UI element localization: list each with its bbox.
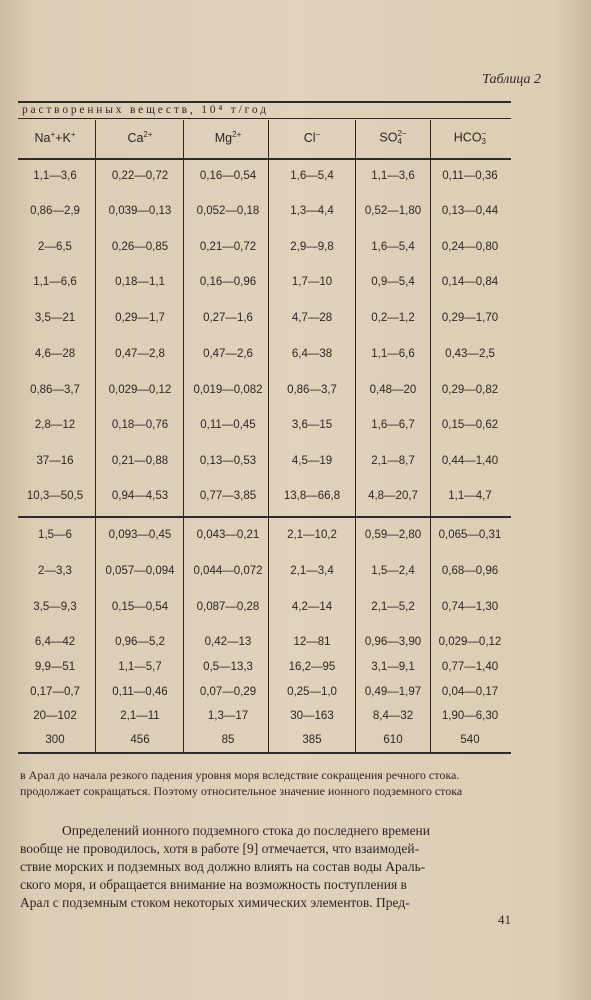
table-cell: 0,29—1,7: [115, 312, 165, 324]
table-cell: 0,86—3,7: [287, 384, 337, 396]
table-cell: 0,96—5,2: [115, 636, 165, 648]
body-paragraph: [20, 822, 525, 912]
column-header: Cl−: [303, 130, 321, 146]
table-cell: 2—3,3: [38, 565, 72, 577]
table-cell: 1,90—6,30: [441, 710, 499, 722]
table-header-rule: [18, 118, 511, 119]
table-cell: 2—6,5: [38, 241, 72, 253]
table-cell: 0,11—0,36: [442, 170, 498, 182]
table-cell: 0,47—2,6: [203, 348, 253, 360]
table-cell: 1,1—5,7: [118, 661, 162, 673]
table-cell: 1,1—3,6: [33, 170, 77, 182]
table-cell: 0,43—2,5: [445, 348, 495, 360]
table-cell: 0,16—0,96: [199, 276, 257, 288]
table-cell: 2,9—9,8: [290, 241, 334, 253]
table-cell: 1,7—10: [291, 276, 333, 288]
table-cell: 1,1—6,6: [371, 348, 415, 360]
table-cell: 0,29—0,82: [441, 384, 499, 396]
table-cell: 0,065—0,31: [438, 529, 502, 541]
table-cell: 1,6—6,7: [371, 419, 415, 431]
column-header: SO 2− 4: [379, 129, 407, 146]
table-cell: 0,052—0,18: [196, 205, 260, 217]
table-cell: 540: [460, 734, 480, 746]
table-header-label: растворенных веществ, 10⁴ т/год: [22, 104, 269, 116]
table-cell: 0,2—1,2: [371, 312, 415, 324]
table-cell: 4,8—20,7: [368, 490, 418, 502]
table-cell: 6,4—38: [291, 348, 333, 360]
table-cell: 0,093—0,45: [108, 529, 172, 541]
table-cell: 0,96—3,90: [364, 636, 422, 648]
table-cell: 0,18—0,76: [111, 419, 169, 431]
table-cell: 4,5—19: [291, 455, 333, 467]
table-cell: 0,029—0,12: [108, 384, 172, 396]
table-cell: 37—16: [36, 455, 74, 467]
table-cell: 85: [221, 734, 235, 746]
table-cell: 3,5—21: [34, 312, 76, 324]
table-cell: 0,22—0,72: [111, 170, 169, 182]
column-header: $Mg^{2+}$: [214, 130, 242, 146]
table-cell: 0,49—1,97: [364, 686, 422, 698]
table-cell: 0,77—3,85: [199, 490, 257, 502]
table-cell: 3,6—15: [291, 419, 333, 431]
column-divider: [183, 120, 184, 752]
table-caption: Таблица 2: [482, 72, 541, 87]
table-cell: 3,5—9,3: [33, 601, 77, 613]
table-cell: 6,4—42: [34, 636, 76, 648]
table-bottom-rule: [18, 752, 511, 754]
table-cell: 0,029—0,12: [438, 636, 502, 648]
table-cell: 0,9—5,4: [371, 276, 415, 288]
table-cell: 1,3—4,4: [290, 205, 334, 217]
table-cell: 456: [130, 734, 150, 746]
table-cell: 0,044—0,072: [193, 565, 263, 577]
table-cell: 0,019—0,082: [193, 384, 263, 396]
table-cell: 0,86—2,9: [30, 205, 80, 217]
table-cell: 610: [383, 734, 403, 746]
table-cell: 2,1—8,7: [371, 455, 415, 467]
paragraph-line: Арал с подземным стоком некоторых химических элементов. Пред-: [20, 895, 410, 910]
table-cell: 0,86—3,7: [30, 384, 80, 396]
table-cell: 0,087—0,28: [196, 601, 260, 613]
table-cell: 0,74—1,30: [441, 601, 499, 613]
table-cell: 9,9—51: [34, 661, 76, 673]
table-cell: 0,21—0,88: [111, 455, 169, 467]
table-cell: 0,043—0,21: [196, 529, 260, 541]
table-cell: 0,18—1,1: [115, 276, 165, 288]
table-cell: 8,4—32: [372, 710, 414, 722]
paragraph-line: ствие морских и подземных вод должно влиять на состав воды Араль-: [20, 859, 426, 874]
table-cell: 1,1—4,7: [448, 490, 492, 502]
table-cell: 1,3—17: [207, 710, 249, 722]
column-header-rule: [18, 158, 511, 160]
table-cell: 300: [45, 734, 65, 746]
note-line-2: продолжает сокращаться. Поэтому относительное значение ионного подземного стока: [20, 784, 463, 798]
table-cell: 0,039—0,13: [108, 205, 172, 217]
table-cell: 0,07—0,29: [199, 686, 257, 698]
table-cell: 0,44—1,40: [441, 455, 499, 467]
column-header: HCO − 3: [453, 129, 487, 146]
table-cell: 2,8—12: [34, 419, 76, 431]
table-cell: 0,21—0,72: [199, 241, 257, 253]
table-cell: 1,5—6: [38, 529, 72, 541]
table-cell: 2,1—10,2: [287, 529, 337, 541]
table-top-rule: [18, 101, 511, 103]
table-cell: 0,94—4,53: [111, 490, 169, 502]
table-cell: 1,5—2,4: [371, 565, 415, 577]
table-cell: 0,25—1,0: [287, 686, 337, 698]
table-cell: 0,5—13,3: [203, 661, 253, 673]
table-cell: 12—81: [293, 636, 331, 648]
table-cell: 0,68—0,96: [441, 565, 499, 577]
table-cell: 0,13—0,44: [441, 205, 499, 217]
table-cell: 0,47—2,8: [115, 348, 165, 360]
note-line-1: в Арал до начала резкого падения уровня моря вследствие сокращения речного стока.: [20, 768, 460, 782]
column-header: $Ca^{2+}$: [127, 130, 153, 146]
table-cell: 1,6—5,4: [290, 170, 334, 182]
table-cell: 16,2—95: [288, 661, 336, 673]
table-cell: 4,2—14: [291, 601, 333, 613]
table-cell: 0,48—20: [369, 384, 417, 396]
table-cell: 4,7—28: [291, 312, 333, 324]
table-cell: 0,24—0,80: [441, 241, 499, 253]
table-cell: 0,11—0,46: [112, 686, 168, 698]
table-cell: 20—102: [33, 710, 77, 722]
table-cell: 13,8—66,8: [283, 490, 341, 502]
table-cell: 10,3—50,5: [26, 490, 84, 502]
table-cell: 0,29—1,70: [441, 312, 499, 324]
table-cell: 0,13—0,53: [199, 455, 257, 467]
paragraph-line: Определений ионного подземного стока до последнего времени: [62, 823, 431, 838]
table-cell: 0,15—0,54: [111, 601, 169, 613]
table-cell: 0,59—2,80: [364, 529, 422, 541]
column-header: Na++K+: [34, 130, 76, 146]
table-cell: 4,6—28: [34, 348, 76, 360]
table-cell: 2,1—11: [120, 710, 160, 722]
table-cell: 0,11—0,45: [200, 419, 256, 431]
table-cell: 30—163: [290, 710, 334, 722]
table-cell: 385: [302, 734, 322, 746]
table-cell: 2,1—5,2: [371, 601, 415, 613]
table-cell: 0,057—0,094: [105, 565, 175, 577]
page-number: 41: [498, 912, 511, 927]
table-cell: 2,1—3,4: [290, 565, 334, 577]
table-cell: 0,27—1,6: [203, 312, 253, 324]
table-cell: 0,42—13: [204, 636, 252, 648]
table-cell: 0,52—1,80: [364, 205, 422, 217]
table-cell: 0,14—0,84: [441, 276, 499, 288]
paragraph-line: вообще не проводилось, хотя в работе [9] отмечается, что взаимодей-: [20, 841, 420, 856]
table-cell: 1,6—5,4: [371, 241, 415, 253]
table-cell: 1,1—6,6: [33, 276, 77, 288]
table-cell: 3,1—9,1: [371, 661, 415, 673]
table-cell: 0,04—0,17: [441, 686, 499, 698]
table-cell: 0,16—0,54: [199, 170, 257, 182]
table-cell: 0,15—0,62: [441, 419, 499, 431]
table-cell: 0,77—1,40: [441, 661, 499, 673]
paragraph-line: ского моря, и обращается внимание на возможность поступления в: [20, 877, 407, 892]
table-section-rule: [18, 516, 511, 518]
table-cell: 0,26—0,85: [111, 241, 169, 253]
table-cell: 0,17—0,7: [30, 686, 80, 698]
table-cell: 1,1—3,6: [371, 170, 415, 182]
